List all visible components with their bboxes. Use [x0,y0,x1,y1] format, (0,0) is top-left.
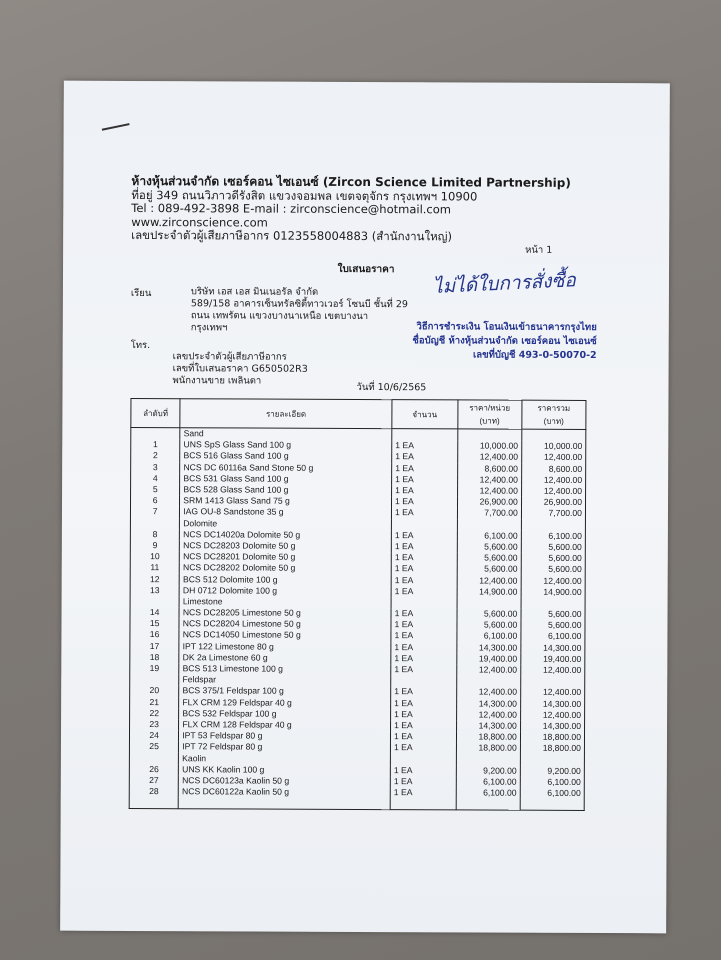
cell-desc: BCS 532 Feldspar 100 g [179,708,391,720]
cell-total [520,754,584,765]
cell-total: 5,600.00 [521,620,585,631]
cell-qty: 1 EA [391,541,457,552]
cell-no: 13 [130,585,179,596]
cell-total: 18,800.00 [520,743,584,754]
cell-qty: 1 EA [391,709,457,720]
cell-desc: UNS SpS Glass Sand 100 g [180,439,392,451]
cell-no: 12 [130,573,179,584]
cell-no: 5 [131,484,180,495]
cell-qty [391,597,457,608]
salesperson: พนักงานขาย เพลินตา [172,375,262,387]
cell-desc: SRM 1413 Glass Sand 75 g [180,495,392,507]
cell-qty: 1 EA [390,787,456,798]
cell-category: Dolomite [180,518,392,530]
cell-desc: FLX CRM 129 Feldspar 40 g [179,697,391,709]
cell-desc: BCS 512 Dolomite 100 g [179,574,391,586]
cell-no [130,674,179,685]
cell-no: 14 [130,607,179,618]
cell-category: Kaolin [179,753,391,765]
cell-total: 12,400.00 [520,687,584,698]
cell-price: 12,400.00 [457,575,521,586]
cell-price: 6,100.00 [457,530,521,541]
cell-no: 27 [129,775,178,786]
cell-qty: 1 EA [392,440,458,451]
cell-desc: NCS DC60122a Kaolin 50 g [179,786,391,798]
cell-desc: NCS DC28202 Dolomite 50 g [180,562,392,574]
cell-price: 12,400.00 [456,687,520,698]
table-header-row [131,398,586,429]
cell-total: 14,300.00 [521,642,585,653]
header-unit-price-label: ราคา/หน่วย [469,403,511,413]
cell-no: 18 [130,652,179,663]
cell-price: 10,000.00 [457,441,521,452]
cell-total: 14,900.00 [521,586,585,597]
cell-qty [390,754,456,765]
cell-no: 23 [130,719,179,730]
cell-desc: IPT 53 Feldspar 80 g [179,730,391,742]
padding-cell [129,797,178,809]
cell-desc: NCS DC28201 Dolomite 50 g [180,551,392,563]
tel-label: โทร. [130,339,151,352]
cell-desc: IPT 122 Limestone 80 g [179,641,391,653]
cell-total: 5,600.00 [521,564,585,575]
cell-total: 19,400.00 [521,653,585,664]
cell-no: 6 [131,495,180,506]
document-title: ใบเสนอราคา [337,263,395,276]
cell-total: 12,400.00 [521,452,585,463]
cell-desc: IAG OU-8 Sandstone 35 g [180,507,392,519]
cell-desc: DK 2a Limestone 60 g [179,652,391,664]
padding-cell [178,797,390,810]
cell-price: 14,300.00 [456,720,520,731]
cell-qty: 1 EA [391,698,457,709]
cell-no: 17 [130,641,179,652]
cell-price [457,429,521,441]
cell-price: 12,400.00 [457,474,521,485]
padding-cell [520,799,584,811]
cell-price: 18,800.00 [456,731,520,742]
cell-no: 10 [130,551,179,562]
cell-desc: BCS 513 Limestone 100 g [179,663,391,675]
cell-desc: BCS 375/1 Feldspar 100 g [179,686,391,698]
cell-total: 9,200.00 [520,765,584,776]
payment-stamp-line-1: วิธีการชำระเงิน โอนเงินเข้าธนาคารกรุงไทย [416,321,597,334]
cell-desc: NCS DC14050 Limestone 50 g [179,630,391,642]
cell-total: 5,600.00 [521,609,585,620]
cell-price: 9,200.00 [456,765,520,776]
cell-price: 7,700.00 [457,508,521,519]
cell-no: 28 [129,786,178,797]
cell-total: 14,300.00 [520,698,584,709]
cell-total: 12,400.00 [521,665,585,676]
cell-no [130,517,179,528]
cell-no: 20 [130,685,179,696]
cell-qty: 1 EA [391,586,457,597]
cell-total: 12,400.00 [520,709,584,720]
cell-price: 5,600.00 [457,608,521,619]
header-qty: จำนวน [392,400,458,429]
cell-total: 8,600.00 [521,463,585,474]
cell-total: 26,900.00 [521,497,585,508]
cell-total: 14,300.00 [520,721,584,732]
cell-desc: FLX CRM 128 Feldspar 40 g [179,719,391,731]
cell-desc: UNS KK Kaolin 100 g [179,764,391,776]
cell-category: Feldspar [179,674,391,686]
quote-number: เลขที่ใบเสนอราคา G650502R3 [172,363,308,375]
cell-qty: 1 EA [391,619,457,630]
payment-stamp-line-3: เลขที่บัญชี 493-0-50070-2 [472,349,597,362]
cell-price: 12,400.00 [456,664,520,675]
cell-price [457,597,521,608]
cell-price: 12,400.00 [457,452,521,463]
cell-total [521,597,585,608]
company-header [131,175,571,244]
cell-price: 14,300.00 [457,642,521,653]
customer-tax-id-label: เลขประจำตัวผู้เสียภาษีอากร [172,351,287,363]
cell-total [521,519,585,530]
cell-no [130,596,179,607]
cell-total: 12,400.00 [521,474,585,485]
cell-no: 24 [129,730,178,741]
cell-price [456,676,520,687]
recipient-name: บริษัท เอส เอส มินเนอรัล จำกัด [190,286,319,298]
cell-price: 6,100.00 [456,787,520,798]
cell-total: 10,000.00 [522,441,586,452]
cell-no: 15 [130,618,179,629]
cell-desc: NCS DC28205 Limestone 50 g [179,607,391,619]
recipient-addr-1: 589/158 อาคารเซ็นทรัลซิตี้ทาวเวอร์ โซนบี ชั้นที่ 29 [190,298,408,311]
cell-qty: 1 EA [391,642,457,653]
cell-price: 18,800.00 [456,743,520,754]
cell-no: 1 [131,439,180,450]
cell-price: 14,900.00 [457,586,521,597]
cell-no: 9 [130,540,179,551]
cell-qty [391,675,457,686]
cell-qty [392,429,458,441]
cell-price: 6,100.00 [456,776,520,787]
quote-date: วันที่ 10/6/2565 [356,381,427,394]
cell-desc: NCS DC28203 Dolomite 50 g [180,540,392,552]
handwritten-note: ไม่ได้ใบการสั่งซื้อ [432,269,577,299]
cell-qty: 1 EA [391,731,457,742]
cell-qty: 1 EA [391,575,457,586]
cell-price: 26,900.00 [457,497,521,508]
header-unit-price-unit: (บาท) [479,416,500,426]
cell-no: 3 [131,462,180,473]
payment-stamp [393,320,597,363]
cell-no: 16 [130,629,179,640]
quotation-sheet [60,81,670,934]
cell-total: 12,400.00 [521,486,585,497]
cell-desc: NCS DC 60116a Sand Stone 50 g [180,462,392,474]
company-contact: Tel : 089-492-3898 E-mail : zirconscience@hotmail.com [131,200,452,217]
cell-qty: 1 EA [392,451,458,462]
cell-total [522,429,586,441]
quote-meta [173,351,308,388]
cell-no: 2 [131,450,180,461]
cell-total: 6,100.00 [520,776,584,787]
company-tax-id: เลขประจำตัวผู้เสียภาษีอากร 0123558004883 (สำนักงานใหญ่) [131,227,453,244]
cell-no: 26 [129,764,178,775]
cell-no: 19 [130,663,179,674]
cell-no [129,752,178,763]
header-unit-price [457,400,521,429]
cell-total: 18,800.00 [520,732,584,743]
table-body [129,427,586,810]
cell-total: 7,700.00 [521,508,585,519]
table-padding-row [129,797,584,811]
cell-desc: NCS DC28204 Limestone 50 g [179,618,391,630]
cell-total: 12,400.00 [521,575,585,586]
cell-qty: 1 EA [392,485,458,496]
cell-no: 22 [130,708,179,719]
cell-desc: DH 0712 Dolomite 100 g [179,585,391,597]
cell-qty: 1 EA [392,496,458,507]
cell-price: 5,600.00 [457,564,521,575]
cell-price: 14,300.00 [456,698,520,709]
cell-price: 6,100.00 [457,631,521,642]
cell-qty: 1 EA [391,720,457,731]
cell-price: 5,600.00 [457,541,521,552]
cell-price: 12,400.00 [456,709,520,720]
cell-no: 25 [129,741,178,752]
cell-total: 6,100.00 [521,530,585,541]
cell-qty: 1 EA [391,686,457,697]
cell-price: 5,600.00 [457,552,521,563]
cell-no: 4 [131,473,180,484]
cell-price: 5,600.00 [457,620,521,631]
header-total-label: ราคารวม [537,403,571,413]
cell-desc: NCS DC60123a Kaolin 50 g [179,775,391,787]
padding-cell [456,799,520,811]
cell-total: 5,600.00 [521,553,585,564]
cell-qty: 1 EA [391,563,457,574]
recipient-addr-3: กรุงเทพฯ [190,322,228,334]
page-number: หน้า 1 [525,244,553,256]
cell-qty: 1 EA [391,630,457,641]
cell-qty: 1 EA [391,552,457,563]
recipient-address [191,286,408,335]
company-website: www.zirconscience.com [131,214,268,230]
cell-desc: IPT 72 Feldspar 80 g [179,741,391,753]
pen-mark [102,123,130,131]
cell-qty: 1 EA [391,507,457,518]
header-no: ลำดับที่ [131,398,180,427]
cell-price [457,519,521,530]
cell-desc: NCS DC14020a Dolomite 50 g [180,529,392,541]
cell-desc: BCS 516 Glass Sand 100 g [180,451,392,463]
cell-no: 11 [130,562,179,573]
cell-qty: 1 EA [391,608,457,619]
company-address: ที่อยู่ 349 ถนนวิภาวดีรังสิต แขวงจอมพล เขตจตุจักร กรุงเทพฯ 10900 [131,187,478,203]
cell-price: 12,400.00 [457,485,521,496]
cell-no: 8 [130,529,179,540]
cell-total: 5,600.00 [521,542,585,553]
header-desc: รายละเอียด [180,399,392,429]
cell-category: Sand [180,428,392,441]
cell-qty: 1 EA [392,474,458,485]
padding-cell [390,798,456,810]
cell-no: 7 [130,506,179,517]
cell-price [456,754,520,765]
cell-no: 21 [130,696,179,707]
cell-qty: 1 EA [392,463,458,474]
cell-price: 8,600.00 [457,463,521,474]
cell-qty [391,519,457,530]
cell-qty: 1 EA [390,776,456,787]
cell-total: 6,100.00 [520,788,584,799]
payment-stamp-line-2: ชื่อบัญชี ห้างหุ้นส่วนจำกัด เซอร์คอน ไซเอนซ์ [412,335,597,348]
header-total-unit: (บาท) [543,416,564,426]
cell-no [131,427,180,439]
cell-qty: 1 EA [391,664,457,675]
company-name: ห้างหุ้นส่วนจำกัด เซอร์คอน ไซเอนซ์ (Zircon Science Limited Partnership) [131,173,571,190]
cell-qty: 1 EA [390,742,456,753]
cell-total: 6,100.00 [521,631,585,642]
header-total [522,400,586,429]
recipient-addr-2: ถนน เทพรัตน แขวงบางนาเหนือ เขตบางนา [190,310,369,323]
cell-category: Limestone [179,596,391,608]
cell-qty: 1 EA [391,653,457,664]
cell-desc: BCS 528 Glass Sand 100 g [180,484,392,496]
cell-price: 19,400.00 [456,653,520,664]
recipient-label: เรียน [130,287,152,300]
cell-qty: 1 EA [390,765,456,776]
cell-desc: BCS 531 Glass Sand 100 g [180,473,392,485]
cell-total [521,676,585,687]
items-table [129,398,587,811]
cell-qty: 1 EA [391,530,457,541]
